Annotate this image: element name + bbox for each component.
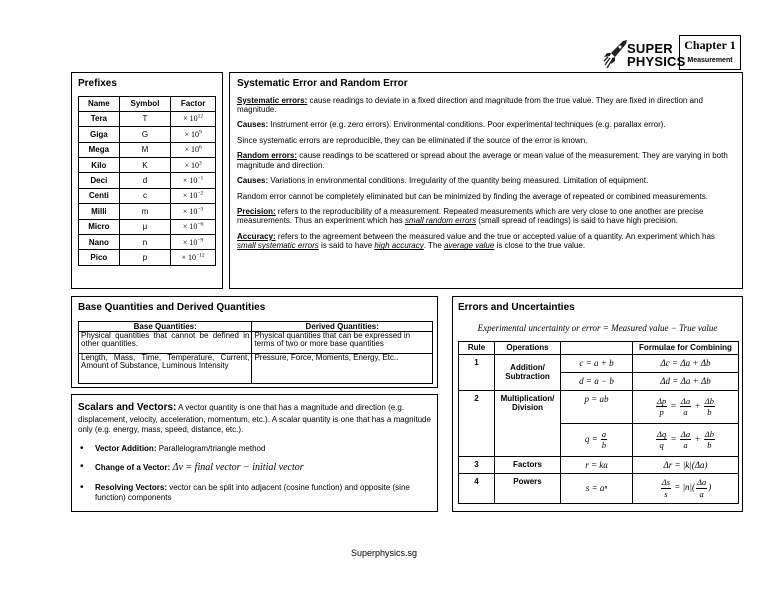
prefix-row <box>79 235 216 250</box>
formula-subtraction: Δd = Δa + Δb <box>633 372 739 390</box>
eq-addition: c = a + b <box>561 354 633 372</box>
prefix-row <box>79 158 216 173</box>
col-symbol: Symbol <box>119 96 171 111</box>
change-of-vector-item: • Change of a Vector: Δv = final vector − initial vector <box>78 462 431 474</box>
prefixes-panel <box>71 72 223 289</box>
col-formulae: Formulae for Combining <box>633 341 739 354</box>
col-name: Name <box>79 96 120 111</box>
prefix-factor: × $10^{-2}$ <box>171 188 216 203</box>
combining-errors-table <box>458 341 739 504</box>
op-powers: Powers <box>495 473 561 503</box>
prefix-name: Kilo <box>79 158 120 173</box>
prefix-symbol: M <box>119 142 171 157</box>
prefix-name: Tera <box>79 111 120 126</box>
prefix-name: Micro <box>79 219 120 234</box>
systematic-eliminate: Since systematic errors are reproducible, they can be eliminated if the source of the error is known. <box>237 135 588 145</box>
eq-division: q = $\frac{a}{b}$ <box>561 423 633 456</box>
prefix-symbol: μ <box>119 219 171 234</box>
eq-subtraction: d = a − b <box>561 372 633 390</box>
random-minimize: Random error cannot be completely eliminated but can be minimized by finding the average of repeated or combined measurements. <box>237 191 708 201</box>
accuracy-def: Accuracy: refers to the agreement between the measured value and the true or accepted value of a quantity. An experiment which has small systematic errors is said to have high accuracy. The average value is close to the true value. <box>237 231 715 251</box>
prefix-symbol: K <box>119 158 171 173</box>
eq-multiplication: p = ab <box>561 390 633 423</box>
random-errors-def: Random errors: cause readings to be scattered or spread about the average or mean value of the measurement. They are varying in both magnitude and direction. <box>237 151 728 170</box>
prefix-symbol: T <box>119 111 171 126</box>
prefix-row <box>79 111 216 126</box>
op-multiplication-division: Multiplication/ Division <box>495 390 561 456</box>
error-equation: Experimental uncertainty or error = Measured value − True value <box>477 322 718 333</box>
derived-definition: Physical quantities that can be expressed in terms of two or more base quantities <box>252 331 433 353</box>
rule-1: 1 <box>459 354 495 390</box>
prefix-factor: × $10^{-3}$ <box>171 204 216 219</box>
prefix-symbol: d <box>119 173 171 188</box>
chapter-box <box>679 35 741 70</box>
op-addition-subtraction: Addition/ Subtraction <box>495 354 561 390</box>
logo-line-2: PHYSICS <box>627 54 686 69</box>
formula-division: $\frac{\Delta q}{q}$ = $\frac{\Delta a}{a}$ + $\frac{\Delta b}{b}$ <box>633 423 739 456</box>
base-examples: Length, Mass, Time, Temperature, Current, Amount of Substance, Luminous Intensity <box>79 353 252 383</box>
base-derived-quantities-panel <box>71 296 438 388</box>
scalars-vectors-panel <box>71 394 438 512</box>
col-derived-quantities: Derived Quantities: <box>252 321 433 331</box>
op-factors: Factors <box>495 456 561 473</box>
scalars-title: Scalars and Vectors: <box>78 402 177 413</box>
scalars-intro: Scalars and Vectors: A vector quantity is one that has a magnitude and direction (e.g. displacement, velocity, acceleration, momentum, etc.). A scalar quantity is one that has a magnitude only (e.g. energy, mass, speed, distance, etc.). <box>78 402 431 434</box>
chapter-topic: Measurement <box>687 56 733 64</box>
prefix-name: Milli <box>79 204 120 219</box>
super-physics-logo <box>603 39 686 71</box>
prefix-row <box>79 188 216 203</box>
prefix-symbol: c <box>119 188 171 203</box>
prefixes-title: Prefixes <box>78 78 117 89</box>
rule-3: 3 <box>459 456 495 473</box>
col-rule: Rule <box>459 341 495 354</box>
systematic-causes: Causes: Instrument error (e.g. zero errors). Environmental conditions. Poor experimental techniques (e.g. parallax error). <box>237 120 666 130</box>
eq-factors: r = ka <box>561 456 633 473</box>
vector-addition-item: • Vector Addition: Parallelogram/triangle method <box>78 444 431 454</box>
prefix-symbol: p <box>119 250 171 265</box>
systematic-title: Systematic Error and Random Error <box>237 78 408 89</box>
prefix-symbol: m <box>119 204 171 219</box>
col-operations: Operations <box>495 341 561 354</box>
prefix-row <box>79 173 216 188</box>
eq-powers: s = aⁿ <box>561 473 633 503</box>
logo-line-1: SUPER <box>627 41 673 56</box>
rule-4: 4 <box>459 473 495 503</box>
precision-def: Precision: refers to the reproducibility of a measurement. Repeated measurements which are very close to one another are precise measurements. Thus an experiment which has small random errors (small spread of readings) is said to have high precision. <box>237 207 704 226</box>
systematic-errors-def: Systematic errors: cause readings to deviate in a fixed direction and magnitude from the true value. They are fixed in direction and magnitude. <box>237 95 703 114</box>
quantities-table <box>78 321 433 384</box>
prefix-factor: × $10^{12}$ <box>171 111 216 126</box>
base-quantities-title: Base Quantities and Derived Quantities <box>78 302 266 313</box>
prefix-factor: × $10^{-12}$ <box>171 250 216 265</box>
prefix-factor: × $10^{-1}$ <box>171 173 216 188</box>
formula-powers: $\frac{\Delta s}{s}$ = |n|( $\frac{\Delta a}{a}$ ) <box>633 473 739 503</box>
prefix-name: Mega <box>79 142 120 157</box>
prefix-row <box>79 204 216 219</box>
col-base-quantities: Base Quantities: <box>79 321 252 331</box>
chapter-label: Chapter 1 <box>684 38 736 52</box>
rule-2: 2 <box>459 390 495 456</box>
prefix-name: Nano <box>79 235 120 250</box>
prefix-factor: × $10^{-6}$ <box>171 219 216 234</box>
vector-bullets <box>78 444 431 503</box>
prefix-factor: × $10^6$ <box>171 142 216 157</box>
prefix-name: Pico <box>79 250 120 265</box>
prefix-symbol: G <box>119 127 171 142</box>
prefix-row <box>79 250 216 265</box>
formula-multiplication: $\frac{\Delta p}{p}$ = $\frac{\Delta a}{a}$ + $\frac{\Delta b}{b}$ <box>633 390 739 423</box>
systematic-random-error-panel <box>229 72 743 289</box>
formula-factors: Δr = |k|(Δa) <box>633 456 739 473</box>
prefix-symbol: n <box>119 235 171 250</box>
resolving-vectors-item: • Resolving Vectors: vector can be split into adjacent (cosine function) and opposite (sine function) components <box>78 483 431 502</box>
prefix-name: Giga <box>79 127 120 142</box>
prefix-factor: × $10^9$ <box>171 127 216 142</box>
errors-title: Errors and Uncertainties <box>458 302 575 313</box>
prefix-name: Centi <box>79 188 120 203</box>
prefix-row <box>79 127 216 142</box>
prefix-name: Deci <box>79 173 120 188</box>
errors-uncertainties-panel <box>452 296 743 512</box>
base-definition: Physical quantities that cannot be defined in other quantities. <box>79 331 252 353</box>
prefix-row <box>79 142 216 157</box>
derived-examples: Pressure, Force, Moments, Energy, Etc.. <box>252 353 433 383</box>
formula-addition: Δc = Δa + Δb <box>633 354 739 372</box>
footer-website: Superphysics.sg <box>350 548 418 558</box>
rocket-icon <box>603 39 629 71</box>
col-factor: Factor <box>171 96 216 111</box>
prefix-row <box>79 219 216 234</box>
prefix-factor: × $10^{-9}$ <box>171 235 216 250</box>
prefix-factor: × $10^3$ <box>171 158 216 173</box>
col-equation <box>561 341 633 354</box>
prefix-table <box>78 96 216 266</box>
random-causes: Causes: Variations in environmental conditions. Irregularity of the quantity being measured. Limitation of equipment. <box>237 176 649 186</box>
